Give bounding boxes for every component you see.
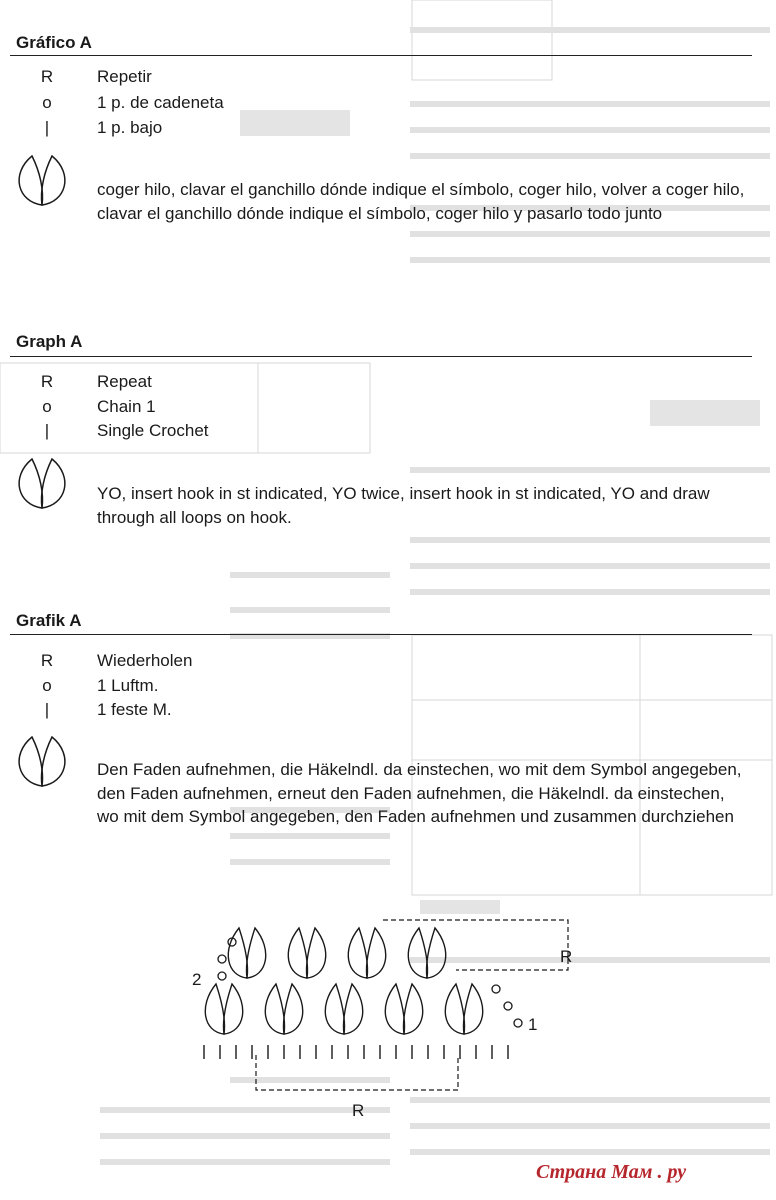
repeat-symbol: R xyxy=(40,67,54,86)
section-title: Gráfico A xyxy=(16,33,92,52)
single-crochet-symbol: | xyxy=(44,700,50,719)
cluster-stitch-icon xyxy=(12,733,72,789)
single-crochet-symbol: | xyxy=(44,118,50,137)
cluster-stitch-mark xyxy=(205,984,242,1034)
chain-symbol: o xyxy=(42,676,52,695)
repeat-symbol: R xyxy=(40,372,54,391)
section-divider xyxy=(10,55,752,56)
site-watermark: Страна Мам . ру xyxy=(536,1161,687,1183)
cluster-stitch-mark xyxy=(265,984,302,1034)
cluster-stitch-mark xyxy=(385,984,422,1034)
cluster-stitch-mark xyxy=(445,984,482,1034)
section-title: Grafik A xyxy=(16,611,82,630)
legend-label: Chain 1 xyxy=(97,397,156,416)
chain-symbol: o xyxy=(42,397,52,416)
repeat-bracket-bottom xyxy=(256,1055,458,1090)
section-title: Graph A xyxy=(16,332,83,351)
cluster-stitch-mark xyxy=(348,928,385,978)
single-crochet-symbol: | xyxy=(44,421,50,440)
section-divider xyxy=(10,356,752,357)
cluster-description: YO, insert hook in st indicated, YO twice, insert hook in st indicated, YO and draw through all loops on hook. xyxy=(97,484,710,527)
row-label-1: 1 xyxy=(528,1015,538,1034)
section-divider xyxy=(10,634,752,635)
legend-label: Single Crochet xyxy=(97,421,209,440)
repeat-label-top: R xyxy=(560,947,573,966)
chain-marks xyxy=(218,938,522,1027)
repeat-label-bottom: R xyxy=(352,1101,365,1120)
cluster-stitch-mark xyxy=(228,928,265,978)
cluster-stitch-mark xyxy=(288,928,325,978)
single-crochet-marks xyxy=(204,1045,508,1059)
legend-label: Repeat xyxy=(97,372,152,391)
legend-label: Wiederholen xyxy=(97,651,193,670)
legend-label: 1 feste M. xyxy=(97,700,172,719)
row-label-2: 2 xyxy=(192,970,202,989)
legend-label: 1 Luftm. xyxy=(97,676,159,695)
chain-symbol: o xyxy=(42,93,52,112)
cluster-stitch-mark xyxy=(408,928,445,978)
legend-label: Repetir xyxy=(97,67,152,86)
legend-label: 1 p. bajo xyxy=(97,118,163,137)
legend-label: 1 p. de cadeneta xyxy=(97,93,224,112)
repeat-symbol: R xyxy=(40,651,54,670)
cluster-description: Den Faden aufnehmen, die Häkelndl. da einstechen, wo mit dem Symbol angegeben, den Faden aufnehmen, erneut den Faden aufnehmen, die Häkelndl. da einstechen, wo mit dem Symbol angegeben, den Faden aufnehmen und zusammen durchziehen xyxy=(97,760,742,826)
cluster-description: coger hilo, clavar el ganchillo dónde indique el símbolo, coger hilo, volver a coger hilo, clavar el ganchillo dónde indique el símbolo, coger hilo y pasarlo todo junto xyxy=(97,180,745,223)
cluster-stitch-icon xyxy=(12,152,72,208)
repeat-bracket-top xyxy=(383,920,568,970)
cluster-stitch-mark xyxy=(325,984,362,1034)
cluster-stitch-icon xyxy=(12,455,72,511)
stitch-diagram xyxy=(180,915,580,1125)
